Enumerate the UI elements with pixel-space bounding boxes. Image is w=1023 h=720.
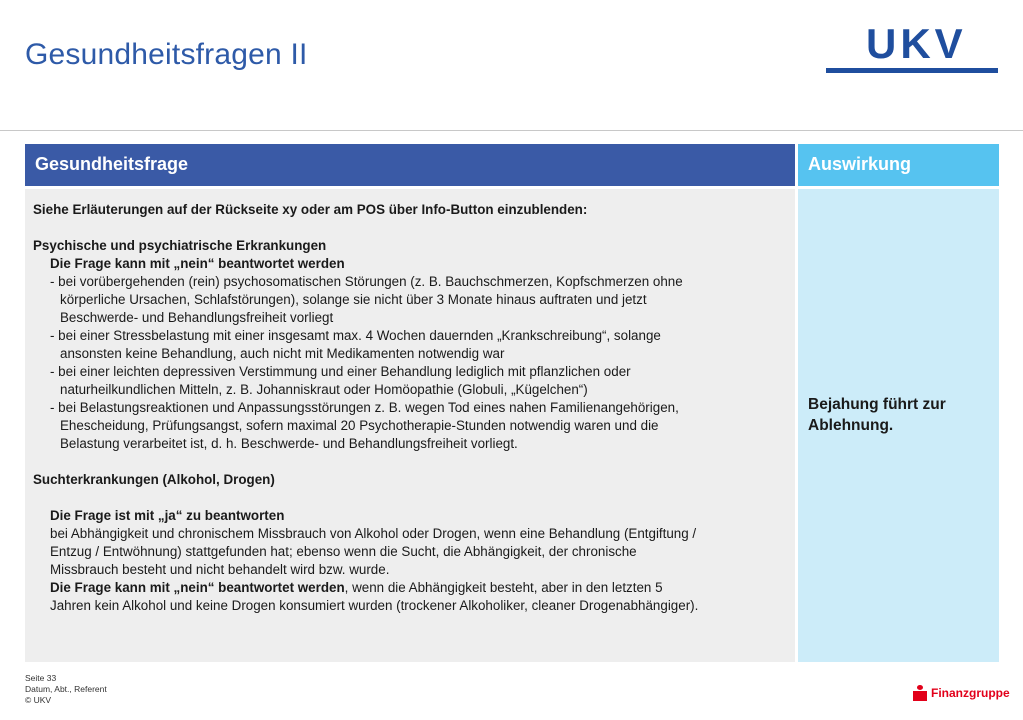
list-item-continued: naturheilkundlichen Mitteln, z. B. Johanniskraut oder Homöopathie (Globuli, „Kügelchen“): [60, 382, 588, 397]
section-rule-ja: Die Frage ist mit „ja“ zu beantworten: [50, 508, 285, 523]
logo-underline: [826, 68, 998, 73]
body-line: Entzug / Entwöhnung) stattgefunden hat; ebenso wenn die Sucht, die Abhängigkeit, der chronische: [50, 544, 637, 559]
list-item: - bei einer Stressbelastung mit einer insgesamt max. 4 Wochen dauernden „Krankschreibung“, solange: [50, 328, 661, 343]
body-line: Jahren kein Alkohol und keine Drogen konsumiert wurden (trockener Alkoholiker, cleaner Drogenabhängiger).: [50, 598, 699, 613]
footer: [25, 673, 107, 706]
header-auswirkung: Auswirkung: [798, 144, 999, 186]
logo-text: UKV: [866, 20, 967, 67]
effect-cell: [798, 189, 999, 662]
header-divider: [0, 130, 1023, 131]
list-item: - bei vorübergehenden (rein) psychosomatischen Störungen (z. B. Bauchschmerzen, Kopfschmerzen ohne: [50, 274, 683, 289]
list-item-continued: Ehescheidung, Prüfungsangst, sofern maximal 20 Psychotherapie-Stunden notwendig waren und die: [60, 418, 659, 433]
body-line-mixed: [33, 579, 787, 597]
section-rule-nein-2: Die Frage kann mit „nein“ beantwortet werden: [50, 580, 345, 595]
footer-page: Seite 33: [25, 673, 57, 683]
question-cell: [25, 189, 795, 662]
effect-line: Ablehnung.: [808, 417, 894, 434]
finanzgruppe-brand: [913, 683, 1010, 703]
list-item-continued: ansonsten keine Behandlung, auch nicht mit Medikamenten notwendig war: [60, 346, 505, 361]
section-title-psychisch: Psychische und psychiatrische Erkrankungen: [33, 238, 327, 253]
list-item-continued: körperliche Ursachen, Schlafstörungen), solange sie nicht über 3 Monate hinaus auftraten und jetzt: [60, 292, 647, 307]
brand-text: Finanzgruppe: [931, 686, 1010, 700]
body-line: Missbrauch besteht und nicht behandelt wird bzw. wurde.: [50, 562, 390, 577]
sparkasse-s-icon: [913, 685, 927, 701]
section-title-sucht: Suchterkrankungen (Alkohol, Drogen): [33, 472, 275, 487]
health-questions-table: [25, 144, 999, 662]
ukv-logo: [826, 20, 998, 74]
footer-copyright: © UKV: [25, 695, 52, 705]
list-item-continued: Belastung verarbeitet ist, d. h. Beschwerde- und Behandlungsfreiheit vorliegt.: [60, 436, 518, 451]
list-item-continued: Beschwerde- und Behandlungsfreiheit vorliegt: [60, 310, 334, 325]
effect-line: Bejahung führt zur: [808, 396, 946, 413]
section-rule-nein: Die Frage kann mit „nein“ beantwortet werden: [50, 256, 345, 271]
header-gesundheitsfrage: Gesundheitsfrage: [25, 144, 795, 186]
list-item: - bei Belastungsreaktionen und Anpassungsstörungen z. B. wegen Tod eines nahen Familienangehörigen,: [50, 400, 679, 415]
body-line: bei Abhängigkeit und chronischem Missbrauch von Alkohol oder Drogen, wenn eine Behandlung (Entgiftung /: [50, 526, 697, 541]
page-title: Gesundheitsfragen II: [25, 38, 308, 71]
intro-text: Siehe Erläuterungen auf der Rückseite xy oder am POS über Info-Button einzublenden:: [33, 202, 588, 217]
list-item: - bei einer leichten depressiven Verstimmung und einer Behandlung lediglich mit pflanzlichen oder: [50, 364, 631, 379]
body-text: , wenn die Abhängigkeit besteht, aber in den letzten 5: [344, 580, 663, 595]
footer-meta: Datum, Abt., Referent: [25, 684, 107, 694]
